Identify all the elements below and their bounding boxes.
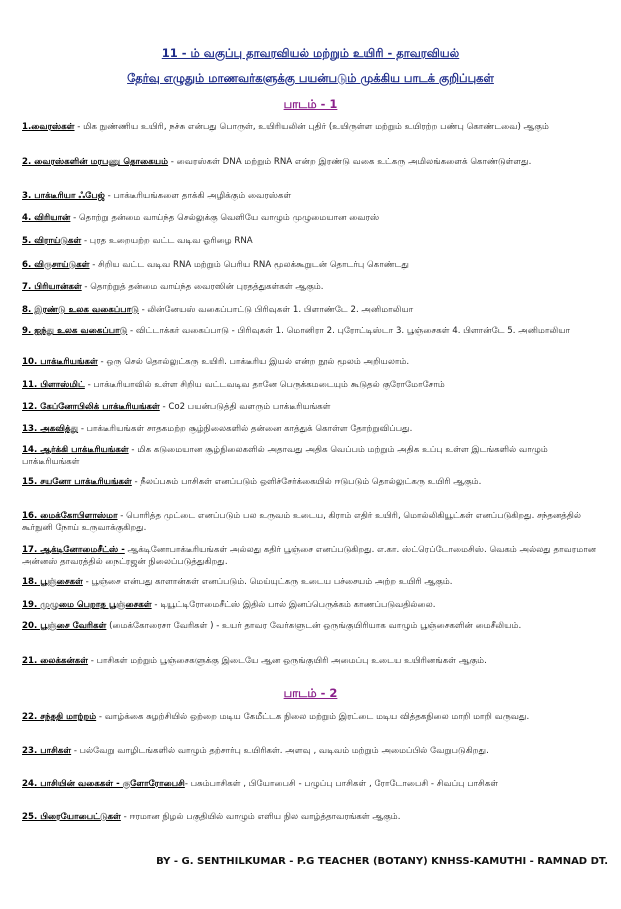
- note-term: 20. பூஞ்சை வேரிகள்: [22, 621, 107, 631]
- note-item: [22, 544, 600, 568]
- note-term: 13. அகவித்து: [22, 424, 79, 434]
- note-term: 25. பிரையோபைட்டுகள்: [22, 812, 121, 822]
- note-term: 23. பாசிகள்: [22, 746, 72, 756]
- note-item: [22, 711, 600, 723]
- note-desc: ஆக்டினோபாக்டீரியங்கள் அல்லது கதிர் பூஞ்சை எனப்படுகிறது. எ.கா. ஸ்ட்ரெப்டோமைசிஸ். வெகம் அல்லது தாவரமான அன்னஸ் தாவரத்தில் நைட்ரஜன் நிலைப்படுத்துகிறது.: [22, 545, 597, 567]
- note-desc: - புரத உறையற்ற வட்ட வடிவ ஓரிழை RNA: [81, 236, 253, 246]
- note-term: 2. வைரஸ்களின் மரபணு தொகையம்: [22, 157, 169, 167]
- note-desc: - பூஞ்சை என்பது காளான்கள் எனப்படும். மெய்யுட்கரு உடைய பச்சையம் அற்ற உயிரி ஆகும்.: [82, 577, 453, 587]
- note-item: [22, 620, 600, 632]
- note-term: 7. பிரியான்கள்: [22, 282, 82, 292]
- note-term: 10. பாக்டீரியங்கள்: [22, 357, 98, 367]
- note-term: 8. இரண்டு உலக வகைப்பாடு: [22, 305, 139, 315]
- note-item: [22, 444, 600, 468]
- note-item: [22, 156, 600, 168]
- note-item: [22, 510, 600, 534]
- note-term: 21. லைக்கன்கள்: [22, 656, 89, 666]
- note-desc: - ஈரமான நிழல் பகுதியில் வாழும் எளிய நில வாழ்த்தாவரங்கள் ஆகும்.: [120, 812, 401, 822]
- note-desc: - பசும்பாசிகள் , பியோபைசி - பழுப்பு பாசிகள் , ரோடோபைசி - சிவப்பு பாசிகள்: [184, 779, 499, 789]
- note-desc: - டியூட்டிரோமைசீட்ஸ் இதில் பால் இனப்பெருக்கம் காணப்படுவதில்லை.: [151, 600, 436, 610]
- note-desc: - விட்டாக்கர் வகைப்பாடு - பிரிவுகள் 1. மொனிரா 2. புரோட்டிஸ்டா 3. பூஞ்சைகள் 4. பிளான்டே 5. அனிமாலியா: [127, 326, 571, 336]
- note-item: [22, 121, 600, 133]
- note-term: 3. பாக்டீரியா ஃபேஜ்: [22, 191, 105, 201]
- note-desc: - நீலப்பசும் பாசிகள் எனப்படும் ஒளிச்சேர்க்கையில் ஈடுபடும் தொல்லுட்கரு உயிரி ஆகும்.: [131, 477, 482, 487]
- note-item: [22, 281, 600, 293]
- note-term: 14. ஆர்க்கி பாக்டீரியங்கள்: [22, 445, 129, 455]
- note-desc: - பல்வேறு வாழிடங்களில் வாழும் தற்சார்பு உயிரிகள். அளவு , வடிவம் மற்றும் அமைப்பில் வேறுபடுகிறது.: [71, 746, 489, 756]
- note-desc: - பாக்டீரியாவில் உள்ள சிறிய வட்டவடிவ தானே பெருக்கமடையும் கூடுதல் குரோமோசோம்: [84, 380, 445, 390]
- note-desc: - தொற்றுத் தன்மை வாய்ந்த வைரஸின் புரதத்துகள்கள் ஆகும்.: [81, 282, 324, 292]
- note-desc: - வைரஸ்கள் DNA மற்றும் RNA என்ற இரண்டு வகை உட்கரு அமிலங்களைக் கொண்டுள்ளது.: [168, 157, 532, 167]
- author-footer: BY - G. SENTHILKUMAR - P.G TEACHER (BOTANY) KNHSS-KAMUTHI - RAMNAD DT.: [156, 856, 608, 867]
- note-term: 1.வைரஸ்கள்: [22, 122, 75, 132]
- note-item: [22, 476, 600, 488]
- note-desc: (மைக்கோரைசா வேரிகள் ) - உயர் தாவர வேர்களுடன் ஒருங்குயிரியாக வாழும் பூஞ்சைகளின் மைசீலியம்.: [106, 621, 522, 631]
- note-item: [22, 423, 600, 435]
- note-item: [22, 304, 600, 316]
- note-desc: - மிக கடுமையான சூழ்நிலைகளில் அதாவது அதிக வெப்பம் மற்றும் அதிக உப்பு உள்ள இடங்களில் வாழும் பாக்டீரியங்கள்: [22, 445, 548, 467]
- note-item: [22, 401, 600, 413]
- note-term: 9. ஐந்து உலக வகைப்பாடு: [22, 326, 128, 336]
- note-desc: - சிறிய வட்ட வடிவ RNA மற்றும் பெரிய RNA மூலக்கூறுடன் தொடர்பு கொண்டது: [89, 260, 409, 270]
- note-item: [22, 599, 600, 611]
- lesson-2-heading: பாடம் - 2: [283, 686, 338, 700]
- note-term: 11. பிளாஸ்மிட்: [22, 380, 85, 390]
- note-term: 12. கேப்னோபிலிக் பாக்டீரியங்கள்: [22, 402, 160, 412]
- note-item: [22, 379, 600, 391]
- note-desc: - லின்னேயஸ் வகைப்பாட்டு பிரிவுகள் 1. பிளாண்டே 2. அனிமாலியா: [138, 305, 414, 315]
- note-item: [22, 356, 600, 368]
- note-term: 17. ஆக்டினோமைசீட்ஸ் -: [22, 545, 125, 555]
- note-item: [22, 235, 600, 247]
- document-subtitle: தேர்வு எழுதும் மாணவர்களுக்கு பயன்படும் முக்கிய பாடக் குறிப்புகள்: [127, 71, 494, 85]
- note-term: 6. விருசாய்டுகள்: [22, 260, 90, 270]
- note-item: [22, 212, 600, 224]
- note-term: 15. சயனோ பாக்டீரியங்கள்: [22, 477, 132, 487]
- note-desc: - Co2 பயன்படுத்தி வளரும் பாக்டீரியங்கள்: [159, 402, 331, 412]
- note-item: [22, 190, 600, 202]
- note-term: 4. விரியான்: [22, 213, 71, 223]
- note-term: 5. விராய்டுகள்: [22, 236, 82, 246]
- note-desc: - மிக நுண்ணிய உயிரி, நச்சு என்பது பொருள், உயிரியலின் புதிர் (உயிருள்ள மற்றும் உயிரற்ற பண்பு கொண்டவை) ஆகும்: [74, 122, 549, 132]
- note-desc: - வாழ்க்கை சுழற்சியில் ஒற்றை மடிய கேமீட்டக நிலை மற்றும் இரட்டை மடிய வித்தகநிலை மாறி மாறி வருவது.: [96, 712, 530, 722]
- note-desc: - பொரித்த முட்டை எனப்படும் பல உருவம் உடைய, கிராம் எதிர் உயிரி, மொல்லிகியூட்கள் எனப்படுகிறது. சந்தனத்தில் கூர்நுனி நோய் உருவாக்குகிறது.: [22, 511, 582, 533]
- note-desc: - பாசிகள் மற்றும் பூஞ்சைகளுக்கு இடையே ஆன ஒருங்குயிரி அமைப்பு உடைய உயிரினங்கள் ஆகும்.: [88, 656, 487, 666]
- note-item: [22, 259, 600, 271]
- note-item: [22, 778, 600, 790]
- note-term: 19. முழுமை பெறாத பூஞ்சைகள்: [22, 600, 152, 610]
- note-term: 24. பாசியின் வகைகள் - குளோரோபைசி: [22, 779, 185, 789]
- document-title: 11 - ம் வகுப்பு தாவரவியல் மற்றும் உயிரி - தாவரவியல்: [161, 46, 460, 60]
- note-desc: - பாக்டீரியங்கள் சாதகமற்ற சூழ்நிலைகளில் தன்னை காத்துக் கொள்ள தோற்றுவிப்பது.: [78, 424, 413, 434]
- note-item: [22, 745, 600, 757]
- lesson-1-heading: பாடம் - 1: [283, 97, 338, 111]
- note-term: 22. சந்ததி மாற்றம்: [22, 712, 97, 722]
- note-item: [22, 811, 600, 823]
- note-item: [22, 655, 600, 667]
- note-term: 16. மைக்கோபிளாஸ்மா: [22, 511, 118, 521]
- note-desc: - தொற்று தன்மை வாய்ந்த செல்லுக்கு வெளியே வாழும் முழுமையான வைரஸ்: [70, 213, 380, 223]
- note-desc: - ஒரு செல் தொல்லுட்கரு உயிரி. பாக்டீரிய இயல் என்ற நூல் மூலம் அறியலாம்.: [97, 357, 410, 367]
- note-term: 18. பூஞ்சைகள்: [22, 577, 83, 587]
- note-desc: - பாக்டீரியங்களை தாக்கி அழிக்கும் வைரஸ்கள்: [104, 191, 292, 201]
- note-item: [22, 576, 600, 588]
- note-item: [22, 325, 600, 337]
